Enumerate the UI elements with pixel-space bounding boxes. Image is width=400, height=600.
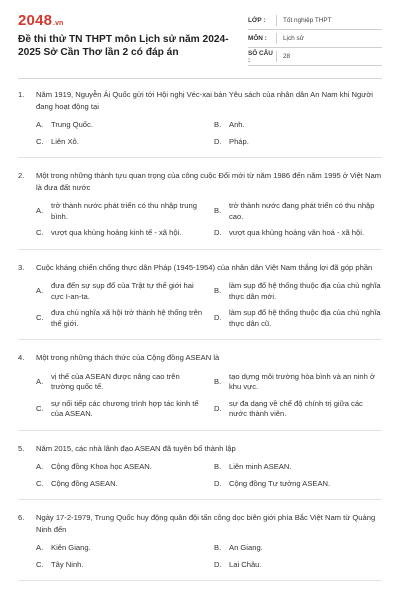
question-stem bbox=[18, 512, 382, 535]
option-letter: A. bbox=[36, 206, 44, 216]
option-text: Anh. bbox=[229, 120, 245, 129]
question-number: 1. bbox=[18, 90, 25, 99]
question-stem bbox=[18, 89, 382, 112]
option-text: Pháp. bbox=[229, 136, 249, 146]
option-text: vị thế của ASEAN được nâng cao trên trường quốc tế. bbox=[51, 371, 180, 391]
answer-option-d[interactable] bbox=[214, 399, 382, 420]
option-letter: B. bbox=[214, 376, 222, 386]
question-3 bbox=[18, 262, 382, 341]
answer-option-b[interactable] bbox=[214, 543, 382, 554]
question-divider bbox=[18, 580, 382, 581]
option-letter: C. bbox=[36, 228, 44, 237]
answer-options bbox=[36, 201, 382, 239]
header-divider bbox=[18, 78, 382, 79]
meta-row-class bbox=[248, 12, 382, 30]
answer-option-a[interactable] bbox=[36, 120, 204, 131]
meta-separator bbox=[276, 15, 277, 26]
meta-value: Lịch sử bbox=[283, 35, 304, 42]
answer-options bbox=[36, 281, 382, 329]
answer-options bbox=[36, 120, 382, 147]
logo-number: 2048 bbox=[18, 12, 53, 29]
site-logo[interactable] bbox=[18, 12, 248, 29]
option-letter: A. bbox=[36, 286, 44, 296]
question-list bbox=[18, 89, 382, 581]
option-text: sự nối tiếp các chương trình hợp tác kinh tế của ASEAN. bbox=[51, 398, 199, 418]
question-1 bbox=[18, 89, 382, 158]
option-text: Cộng đồng Tư tưởng ASEAN. bbox=[229, 478, 331, 488]
option-text: tạo dựng môi trường hòa bình và an ninh ở khu vực. bbox=[229, 371, 375, 391]
meta-row-subject bbox=[248, 30, 382, 48]
option-text: Lai Châu. bbox=[229, 559, 262, 569]
logo-suffix: .vn bbox=[53, 20, 64, 27]
question-number: 4. bbox=[18, 353, 25, 362]
option-letter: D. bbox=[214, 136, 222, 146]
question-stem bbox=[18, 443, 382, 455]
question-text: Một trong những thách thức của Cộng đồng ASEAN là bbox=[36, 353, 220, 362]
option-letter: B. bbox=[214, 462, 222, 471]
answer-options bbox=[36, 372, 382, 420]
answer-options bbox=[36, 543, 382, 570]
question-stem bbox=[18, 352, 382, 364]
answer-option-c[interactable] bbox=[36, 479, 204, 490]
meta-label: MÔN : bbox=[248, 35, 267, 42]
meta-label: SỐ CÂU : bbox=[248, 49, 273, 64]
option-letter: D. bbox=[214, 559, 222, 569]
option-text: Cộng đồng ASEAN. bbox=[51, 478, 118, 488]
question-text: Ngày 17-2-1979, Trung Quốc huy động quân đội tấn công dọc biên giới phía Bắc Việt Nam từ Quảng Ninh đến bbox=[36, 513, 376, 534]
answer-option-c[interactable] bbox=[36, 137, 204, 148]
meta-value: 28 bbox=[283, 53, 291, 60]
answer-option-b[interactable] bbox=[214, 372, 382, 393]
option-text: Tây Ninh. bbox=[51, 559, 84, 569]
question-divider bbox=[18, 430, 382, 431]
answer-option-d[interactable] bbox=[214, 479, 382, 490]
option-text: sự đa dạng về chế độ chính trị giữa các nước thành viên. bbox=[229, 398, 363, 418]
option-letter: A. bbox=[36, 543, 44, 552]
question-divider bbox=[18, 249, 382, 250]
option-text: Liên minh ASEAN. bbox=[229, 462, 292, 471]
option-letter: D. bbox=[214, 313, 222, 323]
answer-option-b[interactable] bbox=[214, 201, 382, 222]
answer-option-b[interactable] bbox=[214, 120, 382, 131]
option-letter: D. bbox=[214, 403, 222, 413]
option-text: vượt qua khủng hoảng văn hoá - xã hội. bbox=[229, 228, 365, 237]
option-letter: A. bbox=[36, 376, 44, 386]
meta-row-count bbox=[248, 48, 382, 66]
option-text: vượt qua khủng hoảng kinh tế - xã hội. bbox=[51, 228, 182, 237]
option-text: đưa chủ nghĩa xã hội trở thành hệ thống trên thế giới. bbox=[51, 308, 203, 328]
answer-option-c[interactable] bbox=[36, 399, 204, 420]
question-stem bbox=[18, 170, 382, 193]
option-letter: C. bbox=[36, 478, 44, 488]
option-text: trở thành nước đang phát triển có thu nhập cao. bbox=[229, 201, 375, 221]
question-stem bbox=[18, 262, 382, 274]
question-number: 6. bbox=[18, 513, 25, 522]
question-2 bbox=[18, 170, 382, 250]
answer-option-a[interactable] bbox=[36, 462, 204, 473]
option-text: Cộng đồng Khoa học ASEAN. bbox=[51, 462, 152, 471]
option-letter: D. bbox=[214, 228, 222, 237]
meta-label: LỚP : bbox=[248, 17, 266, 24]
option-text: làm sụp đổ hệ thống thuộc địa của chủ nghĩa thực dân cũ. bbox=[229, 308, 381, 328]
question-number: 5. bbox=[18, 443, 25, 453]
option-text: Liên Xô. bbox=[51, 136, 79, 146]
question-divider bbox=[18, 339, 382, 340]
question-number: 3. bbox=[18, 262, 25, 272]
answer-option-c[interactable] bbox=[36, 228, 204, 239]
option-text: làm sụp đổ hệ thống thuộc địa của chủ nghĩa thực dân mới. bbox=[229, 281, 381, 301]
question-divider bbox=[18, 499, 382, 500]
exam-meta-table bbox=[248, 12, 382, 66]
option-letter: B. bbox=[214, 120, 222, 129]
question-number: 2. bbox=[18, 171, 25, 180]
answer-option-d[interactable] bbox=[214, 560, 382, 571]
question-divider bbox=[18, 157, 382, 158]
answer-option-d[interactable] bbox=[214, 308, 382, 329]
answer-option-a[interactable] bbox=[36, 201, 204, 222]
answer-option-a[interactable] bbox=[36, 281, 204, 302]
question-text: Cuộc kháng chiến chống thực dân Pháp (1945-1954) của nhân dân Việt Nam thắng lợi đã góp phần bbox=[36, 262, 373, 272]
option-letter: B. bbox=[214, 206, 222, 216]
answer-option-c[interactable] bbox=[36, 560, 204, 571]
option-letter: C. bbox=[36, 313, 44, 323]
option-letter: B. bbox=[214, 543, 222, 552]
header-left bbox=[18, 8, 248, 59]
question-4 bbox=[18, 352, 382, 431]
answer-option-a[interactable] bbox=[36, 543, 204, 554]
answer-options bbox=[36, 462, 382, 489]
question-text: Một trong những thành tựu quan trọng của công cuộc Đổi mới từ năm 1986 đến năm 1995 ở Việt Nam là đưa đất nước bbox=[36, 171, 382, 192]
answer-option-d[interactable] bbox=[214, 228, 382, 239]
question-6 bbox=[18, 512, 382, 581]
page-title: Đề thi thử TN THPT môn Lịch sử năm 2024-2025 Sở Cần Thơ lần 2 có đáp án bbox=[18, 34, 229, 58]
option-text: Kiên Giang. bbox=[51, 543, 91, 552]
question-5 bbox=[18, 443, 382, 501]
meta-value: Tốt nghiệp THPT bbox=[283, 17, 332, 24]
answer-option-a[interactable] bbox=[36, 372, 204, 393]
option-letter: D. bbox=[214, 478, 222, 488]
question-text: Năm 2015, các nhà lãnh đạo ASEAN đã tuyên bố thành lập bbox=[36, 443, 236, 453]
option-letter: B. bbox=[214, 286, 222, 296]
option-text: An Giang. bbox=[229, 543, 263, 552]
option-letter: C. bbox=[36, 403, 44, 413]
option-letter: C. bbox=[36, 559, 44, 569]
meta-separator bbox=[276, 51, 277, 62]
header bbox=[18, 8, 382, 66]
option-letter: A. bbox=[36, 462, 44, 471]
option-text: Trung Quốc. bbox=[51, 120, 93, 129]
option-text: đưa đến sự sụp đổ của Trật tự thế giới hai cực I-an-ta. bbox=[51, 281, 194, 301]
answer-option-b[interactable] bbox=[214, 462, 382, 473]
answer-option-c[interactable] bbox=[36, 308, 204, 329]
answer-option-d[interactable] bbox=[214, 137, 382, 148]
question-text: Năm 1919, Nguyễn Ái Quốc gửi tới Hội nghị Véc-xai bản Yêu sách của nhân dân An Nam khi Người đang hoạt động tại bbox=[36, 90, 373, 111]
meta-separator bbox=[276, 33, 277, 44]
option-letter: C. bbox=[36, 136, 44, 146]
option-text: trở thành nước phát triển có thu nhập trung bình. bbox=[51, 201, 197, 221]
option-letter: A. bbox=[36, 120, 44, 129]
answer-option-b[interactable] bbox=[214, 281, 382, 302]
